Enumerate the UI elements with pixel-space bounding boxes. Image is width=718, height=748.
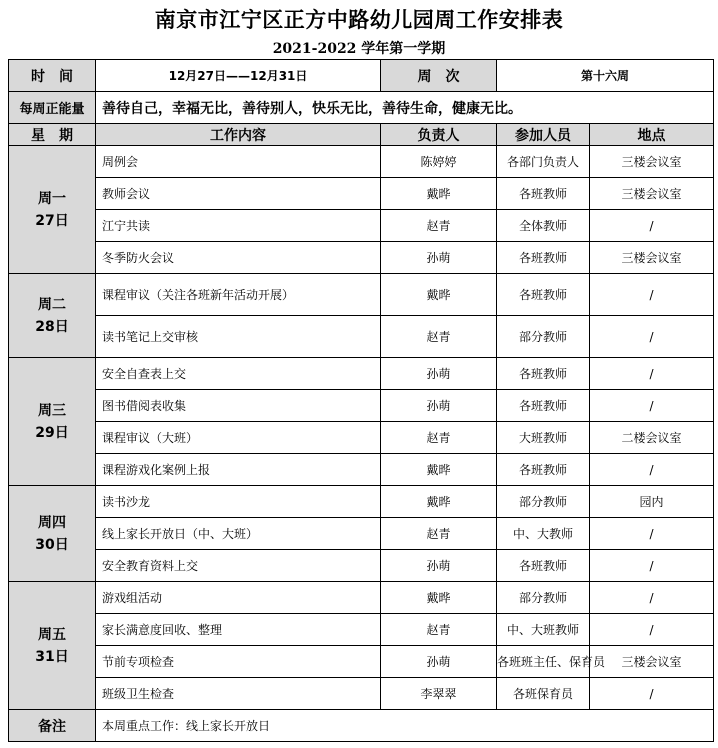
task-content: 周例会 (96, 146, 381, 178)
task-content: 节前专项检查 (96, 646, 381, 678)
task-location: 二楼会议室 (590, 422, 714, 454)
task-participants: 各班教师 (497, 274, 590, 316)
task-participants: 全体教师 (497, 210, 590, 242)
task-owner: 赵青 (381, 518, 497, 550)
task-location: / (590, 316, 714, 358)
task-participants: 各班教师 (497, 390, 590, 422)
day-cell (9, 582, 96, 710)
col-day: 星 期 (9, 124, 96, 146)
task-participants: 中、大教师 (497, 518, 590, 550)
task-participants: 各班保育员 (497, 678, 590, 710)
task-content: 冬季防火会议 (96, 242, 381, 274)
table-row (9, 274, 714, 316)
col-owner: 负责人 (381, 124, 497, 146)
task-owner: 戴晔 (381, 274, 497, 316)
col-location: 地点 (590, 124, 714, 146)
task-content: 安全自查表上交 (96, 358, 381, 390)
task-location: / (590, 614, 714, 646)
table-row (9, 646, 714, 678)
task-owner: 孙萌 (381, 358, 497, 390)
table-row (9, 242, 714, 274)
task-content: 家长满意度回收、整理 (96, 614, 381, 646)
week-value: 第十六周 (497, 60, 714, 92)
task-location: 园内 (590, 486, 714, 518)
table-row (9, 210, 714, 242)
day-name: 周三 (38, 402, 66, 419)
task-owner: 李翠翠 (381, 678, 497, 710)
day-date: 31日 (35, 648, 69, 665)
task-location: 三楼会议室 (590, 646, 714, 678)
table-row (9, 486, 714, 518)
task-location: 三楼会议室 (590, 242, 714, 274)
col-content: 工作内容 (96, 124, 381, 146)
day-cell (9, 146, 96, 274)
day-cell (9, 486, 96, 582)
task-participants: 各班教师 (497, 454, 590, 486)
task-location: / (590, 390, 714, 422)
task-location: / (590, 210, 714, 242)
notes-label: 备注 (9, 710, 96, 742)
task-content: 班级卫生检查 (96, 678, 381, 710)
day-name: 周一 (38, 190, 66, 207)
day-date: 29日 (35, 424, 69, 441)
time-value: 12月27日——12月31日 (96, 60, 381, 92)
task-location: / (590, 518, 714, 550)
motto-label: 每周正能量 (9, 92, 96, 124)
task-participants: 各班班主任、保育员 (497, 646, 590, 678)
table-row (9, 582, 714, 614)
task-owner: 孙萌 (381, 550, 497, 582)
table-row (9, 316, 714, 358)
day-date: 30日 (35, 536, 69, 553)
task-location: / (590, 678, 714, 710)
table-row (9, 146, 714, 178)
task-participants: 部分教师 (497, 486, 590, 518)
table-row (9, 614, 714, 646)
task-location: / (590, 358, 714, 390)
task-content: 安全教育资料上交 (96, 550, 381, 582)
task-content: 读书笔记上交审核 (96, 316, 381, 358)
task-content: 课程审议（大班） (96, 422, 381, 454)
week-label: 周 次 (381, 60, 497, 92)
task-participants: 各部门负责人 (497, 146, 590, 178)
day-date: 27日 (35, 212, 69, 229)
task-content: 读书沙龙 (96, 486, 381, 518)
task-owner: 戴晔 (381, 454, 497, 486)
task-owner: 孙萌 (381, 242, 497, 274)
day-name: 周四 (38, 514, 66, 531)
column-header-row (9, 124, 714, 146)
day-cell (9, 274, 96, 358)
notes-value: 本周重点工作：线上家长开放日 (96, 710, 714, 742)
weekly-schedule-table (8, 59, 714, 742)
notes-row (9, 710, 714, 742)
task-participants: 部分教师 (497, 316, 590, 358)
task-location: 三楼会议室 (590, 178, 714, 210)
motto-value: 善待自己，幸福无比，善待别人，快乐无比，善待生命，健康无比。 (96, 92, 714, 124)
task-participants: 中、大班教师 (497, 614, 590, 646)
task-location: / (590, 454, 714, 486)
col-participants: 参加人员 (497, 124, 590, 146)
table-row (9, 390, 714, 422)
task-participants: 各班教师 (497, 178, 590, 210)
task-location: / (590, 550, 714, 582)
task-owner: 赵青 (381, 210, 497, 242)
task-owner: 陈婷婷 (381, 146, 497, 178)
task-content: 线上家长开放日（中、大班） (96, 518, 381, 550)
task-content: 教师会议 (96, 178, 381, 210)
day-name: 周五 (38, 626, 66, 643)
day-name: 周二 (38, 296, 66, 313)
task-participants: 部分教师 (497, 582, 590, 614)
task-owner: 赵青 (381, 316, 497, 358)
task-owner: 赵青 (381, 614, 497, 646)
task-participants: 大班教师 (497, 422, 590, 454)
task-participants: 各班教师 (497, 550, 590, 582)
table-row (9, 422, 714, 454)
task-participants: 各班教师 (497, 242, 590, 274)
info-row (9, 60, 714, 92)
table-row (9, 518, 714, 550)
table-row (9, 678, 714, 710)
task-owner: 戴晔 (381, 486, 497, 518)
table-row (9, 550, 714, 582)
day-cell (9, 358, 96, 486)
time-label: 时 间 (9, 60, 96, 92)
task-owner: 赵青 (381, 422, 497, 454)
task-content: 课程游戏化案例上报 (96, 454, 381, 486)
task-location: / (590, 274, 714, 316)
task-content: 江宁共读 (96, 210, 381, 242)
task-owner: 孙萌 (381, 390, 497, 422)
task-owner: 戴晔 (381, 582, 497, 614)
task-content: 游戏组活动 (96, 582, 381, 614)
task-owner: 孙萌 (381, 646, 497, 678)
table-row (9, 178, 714, 210)
table-row (9, 358, 714, 390)
motto-row (9, 92, 714, 124)
semester-subtitle: 2021-2022 学年第一学期 (272, 41, 446, 57)
page-title: 南京市江宁区正方中路幼儿园周工作安排表 (154, 7, 564, 32)
task-content: 课程审议（关注各班新年活动开展） (96, 274, 381, 316)
task-participants: 各班教师 (497, 358, 590, 390)
task-location: / (590, 582, 714, 614)
task-content: 图书借阅表收集 (96, 390, 381, 422)
task-location: 三楼会议室 (590, 146, 714, 178)
task-owner: 戴晔 (381, 178, 497, 210)
day-date: 28日 (35, 318, 69, 335)
table-row (9, 454, 714, 486)
